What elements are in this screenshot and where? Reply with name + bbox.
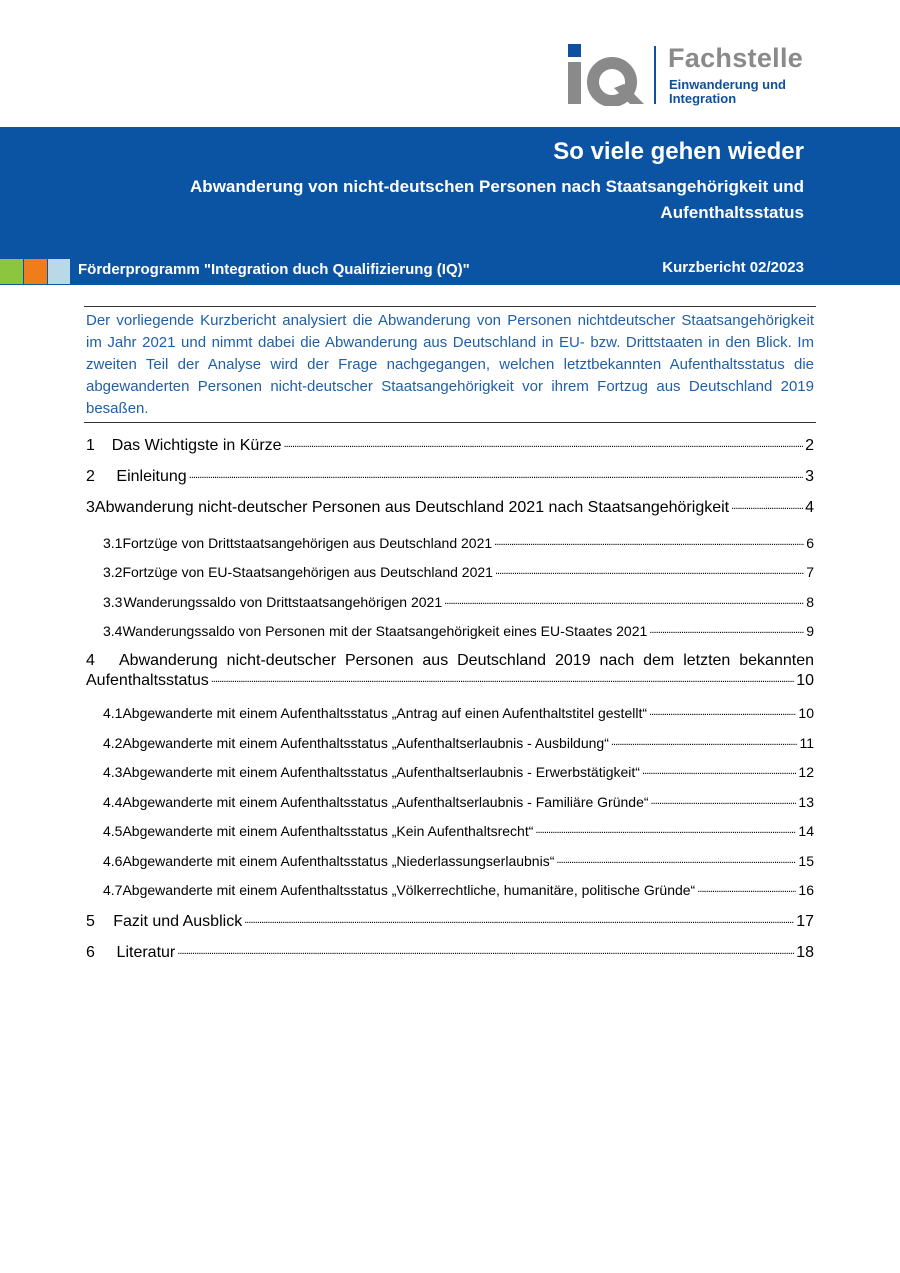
toc-title: Das Wichtigste in Kürze bbox=[111, 437, 282, 454]
toc-entry-3[interactable] bbox=[86, 499, 814, 517]
toc-entry-3-1[interactable] bbox=[86, 535, 814, 551]
abstract-box bbox=[84, 306, 816, 423]
logo-divider bbox=[654, 46, 656, 104]
toc-entry-4-3[interactable] bbox=[86, 764, 814, 780]
toc-number: 4.5 bbox=[103, 823, 123, 839]
toc-leader-dots bbox=[697, 879, 796, 895]
toc-page-number: 10 bbox=[798, 705, 814, 721]
toc-entry-2[interactable] bbox=[86, 468, 814, 486]
toc-leader-dots bbox=[649, 702, 796, 718]
toc-title: Literatur bbox=[116, 944, 176, 961]
toc-entry-6[interactable] bbox=[86, 944, 814, 962]
toc-entry-4-5[interactable] bbox=[86, 823, 814, 839]
toc-number: 4.2 bbox=[103, 735, 123, 751]
toc-page-number: 7 bbox=[806, 564, 814, 580]
toc-leader-dots bbox=[535, 820, 796, 836]
toc-number: 3.3 bbox=[103, 594, 123, 610]
toc-leader-dots bbox=[494, 532, 804, 548]
toc-title: Abgewanderte mit einem Aufenthaltsstatus „Antrag auf einen Aufenthaltstitel gestellt“ bbox=[122, 705, 648, 721]
toc-number: 3.4 bbox=[103, 623, 123, 639]
toc-entry-4-7[interactable] bbox=[86, 882, 814, 898]
toc-page-number: 2 bbox=[805, 437, 814, 454]
toc-title: Abgewanderte mit einem Aufenthaltsstatus „Aufenthaltserlaubnis - Ausbildung“ bbox=[122, 735, 609, 751]
toc-leader-dots bbox=[731, 496, 803, 514]
logo-subtitle-line2: Integration bbox=[669, 91, 737, 106]
toc-page-number: 15 bbox=[798, 853, 814, 869]
toc-entry-4-2[interactable] bbox=[86, 735, 814, 751]
toc-title: Abwanderung nicht-deutscher Personen aus Deutschland 2021 nach Staatsangehörigkeit bbox=[94, 499, 730, 516]
toc-page-number: 8 bbox=[806, 594, 814, 610]
toc-number: 4 bbox=[86, 652, 95, 669]
toc-leader-dots bbox=[244, 910, 794, 928]
report-title: So viele gehen wieder bbox=[553, 138, 804, 165]
toc-number: 4.1 bbox=[103, 705, 123, 721]
toc-leader-dots bbox=[556, 850, 796, 866]
toc-title: Wanderungssaldo von Personen mit der Staatsangehörigkeit eines EU-Staates 2021 bbox=[122, 623, 648, 639]
toc-leader-dots bbox=[649, 620, 804, 636]
toc-number: 4.6 bbox=[103, 853, 123, 869]
color-stripe-lightblue bbox=[48, 259, 70, 284]
toc-title: Fazit und Ausblick bbox=[113, 913, 243, 930]
toc-title: Einleitung bbox=[116, 468, 187, 485]
toc-page-number: 12 bbox=[798, 764, 814, 780]
toc-number: 5 bbox=[86, 913, 95, 930]
toc-entry-line2 bbox=[86, 672, 814, 690]
color-stripe-orange bbox=[24, 259, 47, 284]
toc-entry-3-3[interactable] bbox=[86, 594, 814, 610]
toc-leader-dots bbox=[177, 941, 794, 959]
toc-leader-dots bbox=[211, 669, 794, 687]
toc-leader-dots bbox=[642, 761, 796, 777]
toc-number: 3 bbox=[86, 499, 95, 516]
toc-page-number: 11 bbox=[799, 735, 814, 751]
toc-title: Abgewanderte mit einem Aufenthaltsstatus „Völkerrechtliche, humanitäre, politische Gründe“ bbox=[122, 882, 696, 898]
logo-name: Fachstelle bbox=[668, 43, 804, 73]
toc-page-number: 10 bbox=[796, 672, 814, 689]
toc-page-number: 9 bbox=[806, 623, 814, 639]
toc-title: Fortzüge von Drittstaatsangehörigen aus Deutschland 2021 bbox=[122, 535, 493, 551]
toc-title-continued: Aufenthaltsstatus bbox=[86, 672, 209, 689]
toc-entry-4-4[interactable] bbox=[86, 794, 814, 810]
toc-leader-dots bbox=[284, 434, 804, 452]
toc-entry-3-2[interactable] bbox=[86, 564, 814, 580]
color-stripe-green bbox=[0, 259, 23, 284]
toc-page-number: 14 bbox=[798, 823, 814, 839]
iq-logo bbox=[564, 44, 824, 108]
iq-logo-mark bbox=[564, 44, 650, 106]
toc-entry-4[interactable] bbox=[86, 652, 814, 690]
toc-entry-4-6[interactable] bbox=[86, 853, 814, 869]
toc-number: 3.1 bbox=[103, 535, 123, 551]
toc-page-number: 4 bbox=[805, 499, 814, 516]
toc-entry-5[interactable] bbox=[86, 913, 814, 931]
toc-title: Abwanderung nicht-deutscher Personen aus Deutschland 2019 nach dem letzten bekannten bbox=[119, 652, 814, 669]
toc-page-number: 18 bbox=[796, 944, 814, 961]
logo-subtitle-line1: Einwanderung und bbox=[669, 77, 786, 92]
report-subtitle: Abwanderung von nicht-deutschen Personen nach Staatsangehörigkeit und Aufenthaltsstatus bbox=[190, 177, 804, 222]
toc-number: 6 bbox=[86, 944, 95, 961]
toc-number: 1 bbox=[86, 437, 95, 454]
toc-title: Abgewanderte mit einem Aufenthaltsstatus „Aufenthaltserlaubnis - Erwerbstätigkeit“ bbox=[122, 764, 640, 780]
toc-entry-line1 bbox=[86, 652, 814, 670]
toc-number: 3.2 bbox=[103, 564, 123, 580]
toc-page-number: 6 bbox=[806, 535, 814, 551]
toc-page-number: 17 bbox=[796, 913, 814, 930]
toc-leader-dots bbox=[189, 465, 803, 483]
toc-leader-dots bbox=[611, 732, 798, 748]
toc-number: 4.3 bbox=[103, 764, 123, 780]
toc-number: 4.4 bbox=[103, 794, 123, 810]
toc-number: 2 bbox=[86, 468, 95, 485]
toc-page-number: 16 bbox=[798, 882, 814, 898]
toc-title: Wanderungssaldo von Drittstaatsangehörigen 2021 bbox=[123, 594, 443, 610]
toc-leader-dots bbox=[651, 791, 797, 807]
toc-title: Fortzüge von EU-Staatsangehörigen aus Deutschland 2021 bbox=[122, 564, 493, 580]
toc-leader-dots bbox=[444, 591, 804, 607]
report-number: Kurzbericht 02/2023 bbox=[662, 259, 804, 276]
toc-entry-3-4[interactable] bbox=[86, 623, 814, 639]
toc-title: Abgewanderte mit einem Aufenthaltsstatus „Aufenthaltserlaubnis - Familiäre Gründe“ bbox=[122, 794, 649, 810]
logo-subtitle bbox=[669, 78, 786, 106]
toc-page-number: 3 bbox=[805, 468, 814, 485]
toc-title: Abgewanderte mit einem Aufenthaltsstatus „Kein Aufenthaltsrecht“ bbox=[122, 823, 534, 839]
toc-title: Abgewanderte mit einem Aufenthaltsstatus „Niederlassungserlaubnis“ bbox=[122, 853, 555, 869]
program-name: Förderprogramm "Integration duch Qualifizierung (IQ)" bbox=[78, 261, 470, 278]
toc-number: 4.7 bbox=[103, 882, 123, 898]
toc-entry-4-1[interactable] bbox=[86, 705, 814, 721]
toc-page-number: 13 bbox=[798, 794, 814, 810]
toc-entry-1[interactable] bbox=[86, 437, 814, 455]
toc-leader-dots bbox=[495, 561, 804, 577]
abstract-text: Der vorliegende Kurzbericht analysiert die Abwanderung von Personen nichtdeutscher Staatsangehörigkeit im Jahr 2021 und nimmt dabei die Abwanderung aus Deutschland in EU- bzw. Drittstaaten in den Blick. Im zweiten Teil der Analyse wird der Frage nachgegangen, welchen letztbekannten Aufenthaltsstatus die abgewanderten Personen nicht-deutscher Staatsangehörigkeit vor ihrem Fortzug aus Deutschland 2019 besaßen. bbox=[86, 312, 814, 417]
